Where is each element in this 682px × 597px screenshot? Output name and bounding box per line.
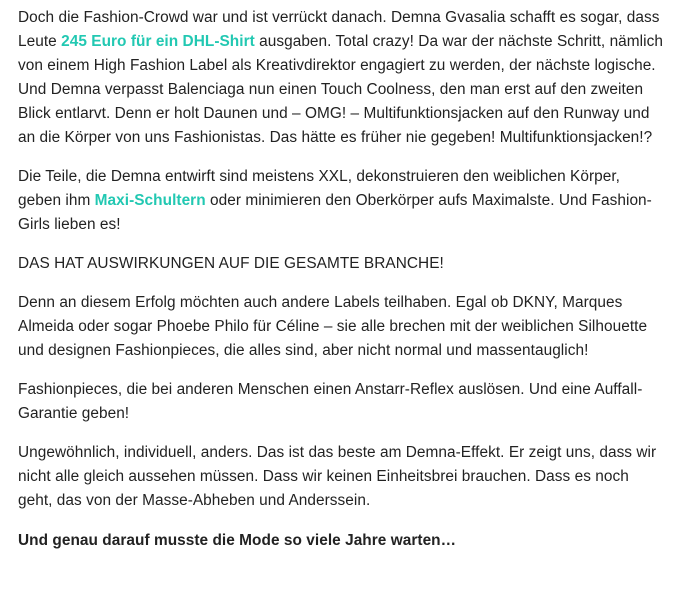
link-maxi-schultern[interactable]: Maxi-Schultern [94,192,206,209]
closing-statement: Und genau darauf musste die Mode so viele Jahre warten… [18,532,457,549]
paragraph-text: Doch die Fashion-Crowd war und ist verrückt danach. Demna Gvasalia schafft es sogar, dass Leute [18,9,660,50]
paragraph-demna-designs [18,165,666,237]
paragraph-other-labels: Denn an diesem Erfolg möchten auch andere Labels teilhaben. Egal ob DKNY, Marques Almeida oder sogar Phoebe Philo für Céline – sie alle brechen mit der weiblichen Silhouette und designen Fashionpieces, die alles sind, aber nicht normal und massentauglich! [18,294,648,359]
link-dhl-shirt[interactable]: 245 Euro für ein DHL-Shirt [61,33,255,50]
paragraph-dhl-shirt [18,6,666,150]
paragraph-text: Die Teile, die Demna entwirft sind meistens XXL, dekonstruieren den weiblichen Körper, geben ihm [18,168,620,209]
paragraph-demna-effect: Ungewöhnlich, individuell, anders. Das ist das beste am Demna-Effekt. Er zeigt uns, dass wir nicht alle gleich aussehen müssen. Dass wir keinen Einheitsbrei brauchen. Dass es noch geht, das von der Masse-Abheben und Anderssein. [18,444,657,509]
section-heading: DAS HAT AUSWIRKUNGEN AUF DIE GESAMTE BRANCHE! [18,255,444,272]
paragraph-text: oder minimieren den Oberkörper aufs Maximalste. Und Fashion-Girls lieben es! [18,192,652,233]
paragraph-text: ausgaben. Total crazy! Da war der nächste Schritt, nämlich von einem High Fashion Label als Kreativdirektor engagiert zu werden, der nächste logische. Und Demna verpasst Balenciaga nun einen Touch Coolness, den man erst auf den zweiten Blick entlarvt. Denn er holt Daunen und – OMG! – Multifunktionsjacken auf den Runway und an die Körper von uns Fashionistas. Das hätte es früher nie gegeben! Multifunktionsjacken!? [18,33,663,146]
article-body [18,6,666,568]
paragraph-fashionpieces: Fashionpieces, die bei anderen Menschen einen Anstarr-Reflex auslösen. Und eine Auffall-Garantie geben! [18,381,643,422]
